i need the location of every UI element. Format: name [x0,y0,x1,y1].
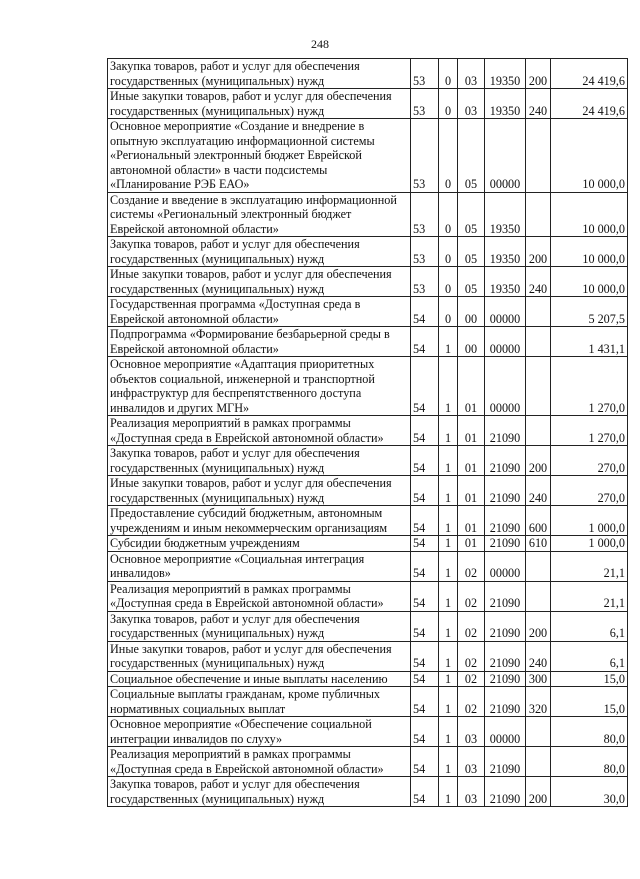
event-code-cell: 00 [458,327,485,357]
row-name-cell: Основное мероприятие «Обеспечение социальной интеграции инвалидов по слуху» [108,717,411,747]
expense-type-cell [526,297,551,327]
subprogram-code-cell: 1 [439,551,458,581]
program-code-cell: 54 [411,717,439,747]
subprogram-code-cell: 1 [439,611,458,641]
event-code-cell: 03 [458,89,485,119]
table-row [108,506,628,536]
table-row [108,641,628,671]
table-row [108,59,628,89]
program-code-cell: 54 [411,641,439,671]
subprogram-code-cell: 1 [439,671,458,687]
direction-code-cell: 00000 [485,119,526,193]
direction-code-cell: 00000 [485,327,526,357]
amount-cell: 15,0 [551,671,628,687]
direction-code-cell: 21090 [485,747,526,777]
row-name-cell: Иные закупки товаров, работ и услуг для обеспечения государственных (муниципальных) нужд [108,641,411,671]
expense-type-cell [526,192,551,237]
subprogram-code-cell: 0 [439,89,458,119]
row-name-cell: Закупка товаров, работ и услуг для обеспечения государственных (муниципальных) нужд [108,777,411,807]
table-row [108,777,628,807]
program-code-cell: 54 [411,687,439,717]
expense-type-cell [526,747,551,777]
direction-code-cell: 19350 [485,192,526,237]
amount-cell: 21,1 [551,581,628,611]
subprogram-code-cell: 0 [439,192,458,237]
amount-cell: 80,0 [551,717,628,747]
direction-code-cell: 21090 [485,687,526,717]
subprogram-code-cell: 1 [439,476,458,506]
expense-type-cell: 240 [526,89,551,119]
amount-cell: 1 000,0 [551,506,628,536]
program-code-cell: 54 [411,446,439,476]
amount-cell: 1 000,0 [551,536,628,552]
program-code-cell: 54 [411,747,439,777]
row-name-cell: Субсидии бюджетным учреждениям [108,536,411,552]
table-row [108,357,628,416]
program-code-cell: 54 [411,671,439,687]
event-code-cell: 01 [458,446,485,476]
program-code-cell: 54 [411,476,439,506]
event-code-cell: 01 [458,506,485,536]
event-code-cell: 05 [458,119,485,193]
expense-type-cell [526,416,551,446]
direction-code-cell: 19350 [485,59,526,89]
program-code-cell: 53 [411,237,439,267]
subprogram-code-cell: 1 [439,687,458,717]
direction-code-cell: 21090 [485,446,526,476]
direction-code-cell: 19350 [485,237,526,267]
amount-cell: 10 000,0 [551,267,628,297]
subprogram-code-cell: 0 [439,267,458,297]
row-name-cell: Реализация мероприятий в рамках программы «Доступная среда в Еврейской автономной области» [108,747,411,777]
program-code-cell: 54 [411,506,439,536]
event-code-cell: 02 [458,611,485,641]
subprogram-code-cell: 0 [439,59,458,89]
event-code-cell: 03 [458,747,485,777]
event-code-cell: 03 [458,717,485,747]
subprogram-code-cell: 1 [439,446,458,476]
program-code-cell: 54 [411,581,439,611]
amount-cell: 270,0 [551,476,628,506]
table-row [108,446,628,476]
row-name-cell: Основное мероприятие «Адаптация приоритетных объектов социальной, инженерной и транспортной инфраструктур для беспрепятственного доступа инвалидов и других МГН» [108,357,411,416]
expense-type-cell [526,551,551,581]
direction-code-cell: 21090 [485,641,526,671]
event-code-cell: 02 [458,581,485,611]
table-row [108,476,628,506]
table-row [108,327,628,357]
subprogram-code-cell: 1 [439,777,458,807]
program-code-cell: 54 [411,611,439,641]
subprogram-code-cell: 1 [439,536,458,552]
table-row [108,747,628,777]
expense-type-cell: 240 [526,641,551,671]
direction-code-cell: 21090 [485,416,526,446]
table-row [108,536,628,552]
table-row [108,267,628,297]
expense-type-cell: 240 [526,267,551,297]
program-code-cell: 53 [411,267,439,297]
table-row [108,119,628,193]
direction-code-cell: 19350 [485,267,526,297]
expense-type-cell: 300 [526,671,551,687]
direction-code-cell: 21090 [485,536,526,552]
program-code-cell: 53 [411,89,439,119]
event-code-cell: 02 [458,641,485,671]
table-row [108,237,628,267]
row-name-cell: Закупка товаров, работ и услуг для обеспечения государственных (муниципальных) нужд [108,237,411,267]
expense-type-cell: 600 [526,506,551,536]
row-name-cell: Подпрограмма «Формирование безбарьерной среды в Еврейской автономной области» [108,327,411,357]
table-row [108,671,628,687]
subprogram-code-cell: 1 [439,717,458,747]
event-code-cell: 01 [458,476,485,506]
row-name-cell: Основное мероприятие «Создание и внедрение в опытную эксплуатацию информационной системы «Региональный электронный бюджет Еврейской автономной области» в части подсистемы «Планирование РЭБ ЕАО» [108,119,411,193]
row-name-cell: Социальное обеспечение и иные выплаты населению [108,671,411,687]
direction-code-cell: 00000 [485,357,526,416]
amount-cell: 10 000,0 [551,119,628,193]
program-code-cell: 54 [411,297,439,327]
subprogram-code-cell: 0 [439,297,458,327]
expense-type-cell: 240 [526,476,551,506]
direction-code-cell: 21090 [485,671,526,687]
expense-type-cell: 200 [526,777,551,807]
event-code-cell: 02 [458,687,485,717]
event-code-cell: 05 [458,267,485,297]
row-name-cell: Реализация мероприятий в рамках программы «Доступная среда в Еврейской автономной области» [108,581,411,611]
direction-code-cell: 19350 [485,89,526,119]
row-name-cell: Иные закупки товаров, работ и услуг для обеспечения государственных (муниципальных) нужд [108,476,411,506]
amount-cell: 6,1 [551,641,628,671]
expense-type-cell: 320 [526,687,551,717]
direction-code-cell: 00000 [485,297,526,327]
subprogram-code-cell: 1 [439,581,458,611]
expense-type-cell: 200 [526,59,551,89]
expense-type-cell: 200 [526,611,551,641]
budget-table-body [108,59,628,807]
direction-code-cell: 00000 [485,551,526,581]
expense-type-cell: 200 [526,446,551,476]
event-code-cell: 01 [458,536,485,552]
expense-type-cell [526,717,551,747]
program-code-cell: 53 [411,192,439,237]
expense-type-cell [526,327,551,357]
event-code-cell: 00 [458,297,485,327]
row-name-cell: Социальные выплаты гражданам, кроме публичных нормативных социальных выплат [108,687,411,717]
expense-type-cell [526,357,551,416]
subprogram-code-cell: 1 [439,506,458,536]
direction-code-cell: 21090 [485,611,526,641]
subprogram-code-cell: 0 [439,119,458,193]
event-code-cell: 02 [458,671,485,687]
table-row [108,89,628,119]
amount-cell: 21,1 [551,551,628,581]
row-name-cell: Закупка товаров, работ и услуг для обеспечения государственных (муниципальных) нужд [108,59,411,89]
program-code-cell: 54 [411,357,439,416]
amount-cell: 1 270,0 [551,416,628,446]
amount-cell: 24 419,6 [551,59,628,89]
table-row [108,297,628,327]
amount-cell: 5 207,5 [551,297,628,327]
amount-cell: 10 000,0 [551,237,628,267]
event-code-cell: 05 [458,237,485,267]
subprogram-code-cell: 1 [439,357,458,416]
row-name-cell: Иные закупки товаров, работ и услуг для обеспечения государственных (муниципальных) нужд [108,89,411,119]
direction-code-cell: 21090 [485,506,526,536]
table-row [108,416,628,446]
program-code-cell: 54 [411,777,439,807]
direction-code-cell: 21090 [485,581,526,611]
event-code-cell: 02 [458,551,485,581]
direction-code-cell: 00000 [485,717,526,747]
program-code-cell: 54 [411,551,439,581]
amount-cell: 6,1 [551,611,628,641]
amount-cell: 24 419,6 [551,89,628,119]
row-name-cell: Государственная программа «Доступная среда в Еврейской автономной области» [108,297,411,327]
page-number: 248 [311,37,329,51]
row-name-cell: Закупка товаров, работ и услуг для обеспечения государственных (муниципальных) нужд [108,446,411,476]
event-code-cell: 03 [458,59,485,89]
amount-cell: 1 431,1 [551,327,628,357]
row-name-cell: Закупка товаров, работ и услуг для обеспечения государственных (муниципальных) нужд [108,611,411,641]
table-row [108,687,628,717]
row-name-cell: Предоставление субсидий бюджетным, автономным учреждениям и иным некоммерческим организациям [108,506,411,536]
amount-cell: 30,0 [551,777,628,807]
program-code-cell: 54 [411,416,439,446]
event-code-cell: 03 [458,777,485,807]
subprogram-code-cell: 1 [439,747,458,777]
event-code-cell: 01 [458,416,485,446]
subprogram-code-cell: 1 [439,641,458,671]
amount-cell: 270,0 [551,446,628,476]
program-code-cell: 54 [411,536,439,552]
direction-code-cell: 21090 [485,777,526,807]
program-code-cell: 54 [411,327,439,357]
subprogram-code-cell: 0 [439,237,458,267]
amount-cell: 80,0 [551,747,628,777]
row-name-cell: Реализация мероприятий в рамках программы «Доступная среда в Еврейской автономной области» [108,416,411,446]
expense-type-cell: 200 [526,237,551,267]
subprogram-code-cell: 1 [439,416,458,446]
table-row [108,551,628,581]
row-name-cell: Основное мероприятие «Социальная интеграция инвалидов» [108,551,411,581]
program-code-cell: 53 [411,119,439,193]
event-code-cell: 05 [458,192,485,237]
expense-type-cell [526,581,551,611]
expense-type-cell: 610 [526,536,551,552]
amount-cell: 1 270,0 [551,357,628,416]
amount-cell: 15,0 [551,687,628,717]
table-row [108,581,628,611]
event-code-cell: 01 [458,357,485,416]
budget-table [107,58,628,807]
table-row [108,717,628,747]
direction-code-cell: 21090 [485,476,526,506]
table-row [108,192,628,237]
row-name-cell: Создание и введение в эксплуатацию информационной системы «Региональный электронный бюджет Еврейской автономной области» [108,192,411,237]
table-row [108,611,628,641]
program-code-cell: 53 [411,59,439,89]
expense-type-cell [526,119,551,193]
amount-cell: 10 000,0 [551,192,628,237]
subprogram-code-cell: 1 [439,327,458,357]
row-name-cell: Иные закупки товаров, работ и услуг для обеспечения государственных (муниципальных) нужд [108,267,411,297]
